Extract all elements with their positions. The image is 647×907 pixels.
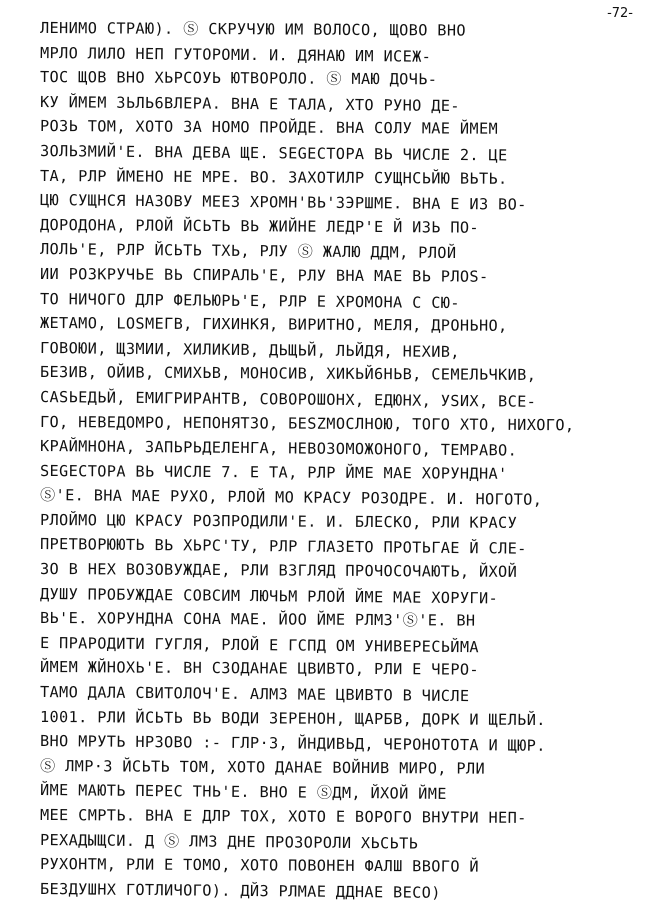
text-line: ЙМЕМ ЖЙНОХЬ'Е. ВН СЗОДАНАЕ ЦВИВТО, РЛИ Е ЧЕРО- [39,658,480,680]
text-line: SEGEСТОРА ВЬ ЧИСЛЕ 7. Е ТА, РЛР ЙМЕ МАЕ ХОРУНДНА' [39,461,508,483]
text-line: ВНО МРУТЬ НРЗОВО :- ГЛР·З, ЙНДИВЬД, ЧЕРОНОТОТА И ЩЮР. [39,732,546,756]
text-line: ВЬ'Е. ХОРУНДНА СОНА МАЕ. ЙОО ЙМЕ РЛМЗ'Ⓢ'Е. ВН [39,609,476,630]
text-line: ЗОЛЬЗМИЙ'Е. ВНА ДЕВА ЩЕ. SEGEСТОРА ВЬ ЧИСЛЕ 2. ЦЕ [39,141,508,165]
text-line: МЕЕ СМРТЬ. ВНА Е ДЛР ТОХ, ХОТО Е ВОРОГО ВНУТРИ НЕП- [39,806,527,827]
text-line: РЕХАДЫЩСИ. Д Ⓢ ЛМЗ ДНЕ ПРОЗОРОЛИ ХЬСЬТЬ [39,830,419,853]
handwritten-text-block [40,16,630,901]
text-line: ЛОЛЬ'Е, РЛР ЙСЬТЬ ТХЬ, РЛУ Ⓢ ЖАЛЮ ДДМ, РЛОЙ [39,240,457,263]
text-line: КУ ЙМЕМ ЗЬЛЬ6ВЛЕРА. ВНА Е ТАЛА, ХТО РУНО ДЕ- [39,92,460,115]
text-line: КРАЙМНОНА, ЗАПЬРЬДЕЛЕНГА, НЕВОЗОМОЖОНОГО, ТЕМРАВО. [39,437,518,460]
text-line: БЕЗДУШНХ ГОТЛИЧОГО). ДЙЗ РЛМАЕ ДДНАЕ ВЕСО) [39,879,441,902]
text-line: БЕЗИВ, ОЙИВ, СМИХЬВ, МОНОСИВ, ХИКЬЙ6НЬВ, СЕМЕЛЬЧКИВ, [39,363,537,385]
text-line: МРЛО ЛИЛО НЕП ГУТОРОМИ. И. ДЯНАЮ ИМ ИСЕЖ- [39,43,432,66]
text-line: САSЬЕДЬЙ, ЕМИГРИРАНТВ, СОВОРОШОНХ, ЕДЮНХ, УSИХ, ВСЕ- [39,387,537,411]
text-line: ДУШУ ПРОБУЖДАЕ СОВСИМ ЛЮЧЬМ РЛОЙ ЙМЕ МАЕ ХОРУГИ- [39,584,499,608]
text-line: ДОРОДОНА, РЛОЙ ЙСЬТЬ ВЬ ЖИЙНЕ ЛЕДР'Е Й ИЗЬ ПО- [39,215,480,237]
text-line: 1001. РЛИ ЙСЬТЬ ВЬ ВОДИ ЗЕРЕНОН, ЩАРБВ, ДОРК И ЩЕЛЬЙ. [39,707,546,729]
text-line: ПРЕТВОРЮЮТЬ ВЬ ХЬРС'ТУ, РЛР ГЛАЗЕТО ПРОТЬГАЕ Й СЛЕ- [39,535,527,559]
text-line: ЙМЕ МАЮТЬ ПЕРЕС ТНЬ'Е. ВНО Е ⓈДМ, ЙХОЙ ЙМЕ [39,781,447,804]
text-line: ИИ РОЗКРУЧЬЕ ВЬ СПИРАЛЬ'Е, РЛУ ВНА МАЕ ВЬ РЛОS- [39,264,489,286]
text-line: РОЗЬ ТОМ, ХОТО ЗА НОМО ПРОЙДЕ. ВНА СОЛУ МАЕ ЙМЕМ [39,117,499,139]
text-line: РЛОЙМО ЦЮ КРАСУ РОЗПРОДИЛИ'Е. И. БЛЕСКО, РЛИ КРАСУ [39,510,518,532]
text-line: ГОВОЮИ, ЩЗМИИ, ХИЛИКИВ, ДЬЩЬЙ, ЛЬЙДЯ, НЕХИВ, [39,338,460,361]
text-line: ТО НИЧОГО ДЛР ФЕЛЬЮРЬ'Е, РЛР Е ХРОМОНА С СЮ- [39,289,460,312]
text-line: ТАМО ДАЛА СВИТОЛОЧ'Е. АЛМЗ МАЕ ЦВИВТО В ЧИСЛЕ [39,683,470,706]
text-line: ТОС ЩОВ ВНО ХЬРСОУЬ ЮТВОРОЛО. Ⓢ МАЮ ДОЧЬ- [39,68,438,89]
text-line: Ⓢ ЛМР·З ЙСЬТЬ ТОМ, ХОТО ДАНАЕ ВОЙНИВ МИРО, РЛИ [39,756,486,778]
text-line: ЛЕНИМО СТРАЮ). Ⓢ СКРУЧУЮ ИМ ВОЛОСО, ЩОВО ВНО [39,19,467,40]
text-line: ЦЮ СУЩНСЯ НАЗОВУ МЕЕЗ ХРОМН'ВЬ'ЗЭРШМЕ. ВНА Е ИЗ ВО- [39,191,527,214]
text-line: ЗО В НЕХ ВОЗОВУЖДАЕ, РЛИ ВЗГЛЯД ПРОЧОСОЧАЮТЬ, ЙХОЙ [39,560,518,581]
text-line: Е ПРАРОДИТИ ГУГЛЯ, РЛОЙ Е ГСПД ОМ УНИВЕРЕСЬЙМА [39,633,480,657]
text-line: ГО, НЕВЕДОМРО, НЕПОНЯТЗО, БЕSZМОСЛНОЮ, ТОГО ХТО, НИХОГО, [39,412,575,434]
text-line: ТА, РЛР ЙМЕНО НЕ МРЕ. ВО. ЗАХОТИЛР СУЩНСЬЙЮ ВЬТЬ. [39,166,508,188]
text-line: РУХОНТМ, РЛИ Е ТОМО, ХОТО ПОВОНЕН ФАЛШ ВВОГО Й [39,855,480,876]
text-line: ЖЕТАМО, LOSMЕГВ, ГИХИНКЯ, ВИРИТНО, МЕЛЯ, ДРОНЬНО, [39,314,508,335]
text-line: Ⓢ'Е. ВНА МАЕ РУХО, РЛОЙ МО КРАСУ РОЗОДРЕ. И. НОГОТО, [39,486,543,510]
page-number: -72- [607,6,633,21]
